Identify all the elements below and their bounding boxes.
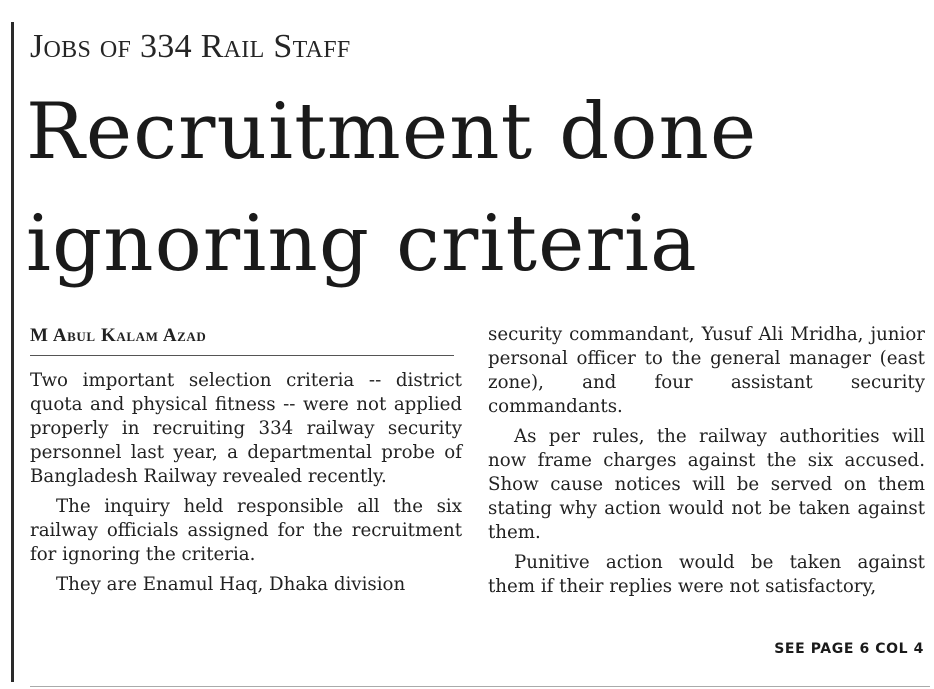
article-column-left <box>30 369 462 597</box>
paragraph-1: Two important selection criteria -- district quota and physical fitness -- were not applied properly in recruiting 334 railway security personnel last year, a departmental probe of Bangladesh Railway revealed recently. <box>30 370 462 487</box>
bottom-divider <box>30 686 930 687</box>
paragraph-2: The inquiry held responsible all the six railway officials assigned for the recruitment for ignoring the criteria. <box>30 496 462 565</box>
paragraph-3-start: They are Enamul Haq, Dhaka division <box>56 574 406 595</box>
paragraph-4: As per rules, the railway authorities will now frame charges against the six accused. Show cause notices will be served on them stating why action would not be taken against them. <box>488 426 925 543</box>
continued-on-page[interactable]: SEE PAGE 6 COL 4 <box>774 641 924 657</box>
column-rule-left <box>11 22 14 682</box>
byline: M Abul Kalam Azad <box>30 325 207 346</box>
kicker: Jobs of 334 Rail Staff <box>30 28 351 65</box>
article-column-right <box>488 323 925 599</box>
paragraph-3-continued: security commandant, Yusuf Ali Mridha, junior personal officer to the general manager (east zone), and four assistant security commandants. <box>488 324 925 417</box>
byline-divider <box>30 355 454 356</box>
paragraph-5: Punitive action would be taken against them if their replies were not satisfactory, <box>488 552 925 597</box>
headline: Recruitment done ignoring criteria <box>26 87 758 289</box>
